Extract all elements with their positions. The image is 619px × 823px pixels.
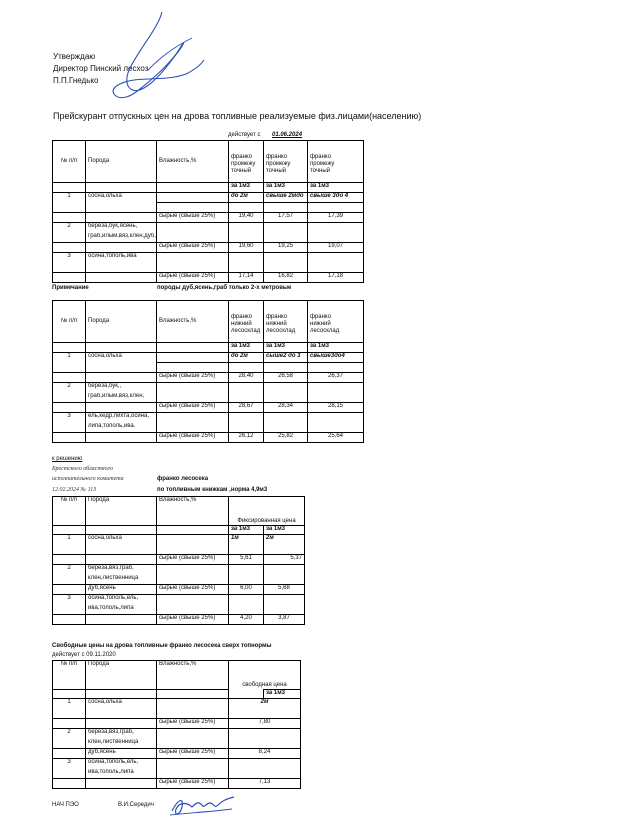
price-cell: 5,61: [229, 555, 264, 565]
footer-name: В.И.Середич: [118, 802, 154, 808]
length-2: свыше 2мдо: [264, 193, 308, 203]
row-num: 2: [53, 565, 86, 575]
row-humidity: сырые (свыше 25%): [157, 779, 229, 789]
header-humidity: Влажность,%: [157, 661, 229, 690]
row-humidity: сырые (свыше 25%): [157, 213, 229, 223]
unit-col-3: за 1м3: [308, 343, 364, 353]
decision-line-2: исполнительного комитета: [52, 476, 124, 482]
row-breed: береза,бук,,: [86, 383, 157, 393]
row-humidity: сырые (свыше 25%): [157, 555, 229, 565]
free-prices-effective: действует с 09.11.2020: [52, 652, 116, 658]
header-num: № п/п: [53, 497, 86, 526]
header-col-1: франко нижний лесосклад: [229, 301, 264, 343]
approval-line-1: Утверждаю: [53, 52, 96, 61]
price-cell: 19,07: [308, 243, 364, 253]
unit-col-1: за 1м3: [229, 343, 264, 353]
economist-signature: [168, 793, 238, 819]
row-breed: сосна,ольха: [86, 193, 157, 203]
row-breed: ель,кедр,пихта,осина,: [86, 413, 157, 423]
row-breed: береза,вяз,граб,: [86, 729, 157, 739]
row-breed-cont: граб,илым,вяз,клен,: [86, 393, 157, 403]
director-signature: [100, 8, 210, 108]
decision-title-1: франко лесосека: [157, 476, 209, 482]
length-1: до 2м: [229, 193, 264, 203]
row-num: 1: [53, 193, 86, 203]
row-humidity: сырые (свыше 25%): [157, 403, 229, 413]
approval-line-2: Директор Пинский лесхоз: [53, 64, 149, 73]
row-num: 2: [53, 223, 86, 233]
row-breed-cont: клен,лиственница: [86, 739, 157, 749]
row-breed: береза,вяз,граб,: [86, 565, 157, 575]
row-breed: сосна,ольха: [86, 535, 157, 545]
row-humidity: сырые (свыше 25%): [157, 615, 229, 625]
row-num: 2: [53, 383, 86, 393]
row-breed: береза,бук,ясень,: [86, 223, 157, 233]
header-col-2: франко промежу точный: [264, 141, 308, 183]
unit-col-2: за 1м3: [264, 183, 308, 193]
row-breed-cont: ива,тополь,липа: [86, 605, 157, 615]
row-humidity: сырые (свыше 25%): [157, 433, 229, 443]
row-breed-cont: дуб,ясень: [86, 585, 157, 595]
price-cell: 4,20: [229, 615, 264, 625]
price-table-intermediate: [52, 140, 364, 283]
row-humidity: сырые (свыше 25%): [157, 719, 229, 729]
row-num: 1: [53, 699, 86, 709]
price-table-lower-warehouse: [52, 300, 364, 443]
row-num: 3: [53, 759, 86, 769]
header-fixed-price: Фиксированная цена: [229, 497, 305, 526]
header-col-1: франко промежу точный: [229, 141, 264, 183]
price-cell: 17,39: [308, 213, 364, 223]
row-breed-cont: клен,лиственница: [86, 575, 157, 585]
row-num: 1: [53, 353, 86, 363]
decision-line-3: 12.02.2024 № 113: [52, 487, 97, 493]
free-prices-title: Свободные цены на дрова топливные франко лесосека сверх топнормы: [52, 643, 272, 649]
row-humidity: сырые (свыше 25%): [157, 273, 229, 283]
approval-line-3: П.П.Гнедько: [53, 76, 99, 85]
price-cell: 5,68: [264, 585, 305, 595]
price-cell: 19,25: [264, 243, 308, 253]
row-num: 3: [53, 413, 86, 423]
length-3: свыше 3до 4: [308, 193, 364, 203]
price-cell: 7,80: [229, 719, 301, 729]
row-breed: сосна,ольха: [86, 699, 157, 709]
header-num: № п/п: [53, 661, 86, 690]
price-cell: 26,58: [264, 373, 308, 383]
price-cell: 19,40: [229, 213, 264, 223]
price-cell: 26,12: [229, 433, 264, 443]
row-breed-cont: липа,тополь,ива.: [86, 423, 157, 433]
row-humidity: сырые (свыше 25%): [157, 373, 229, 383]
note-label: Примечание: [52, 285, 89, 291]
header-breed: Порода: [86, 661, 157, 690]
row-humidity: сырые (свыше 25%): [157, 749, 229, 759]
footer-position: НАЧ ПЭО: [52, 802, 79, 808]
effective-label: действует с: [228, 132, 261, 138]
main-title: Прейскурант отпускных цен на дрова топливные реализуемые физ.лицами(населению): [53, 111, 422, 121]
decision-line-1: Брестского областного: [52, 466, 113, 472]
price-cell: 19,60: [229, 243, 264, 253]
header-free-price: свободная цена: [229, 661, 301, 690]
header-humidity: Влажность,%: [157, 497, 229, 526]
unit-col-2: за 1м3: [264, 526, 305, 535]
price-cell: 28,40: [229, 373, 264, 383]
length-1: 1м: [229, 535, 264, 545]
price-cell: 17,14: [229, 273, 264, 283]
row-breed-cont: дуб,ясень: [86, 749, 157, 759]
price-cell: 3,87: [264, 615, 305, 625]
header-breed: Порода: [86, 301, 157, 343]
row-breed: сосна,ольха: [86, 353, 157, 363]
header-col-3: франко нижний лесосклад: [308, 301, 364, 343]
unit-col-2: за 1м3: [264, 343, 308, 353]
unit-col-3: за 1м3: [308, 183, 364, 193]
row-breed: осина,тополь,ива: [86, 253, 157, 263]
length: 2м: [229, 699, 301, 709]
price-cell: 6,00: [229, 585, 264, 595]
unit-col-1: за 1м3: [229, 183, 264, 193]
unit-col-1: за 1м3: [229, 526, 264, 535]
price-cell: 5,37: [264, 555, 305, 565]
header-breed: Порода: [86, 141, 157, 183]
unit-col: за 1м3: [264, 690, 301, 699]
price-cell: 28,34: [264, 403, 308, 413]
price-cell: 17,18: [308, 273, 364, 283]
header-breed: Порода: [86, 497, 157, 526]
price-cell: 7,13: [229, 779, 301, 789]
row-breed: осина,тополь,ель,: [86, 759, 157, 769]
header-num: № п/п: [53, 141, 86, 183]
row-num: 1: [53, 535, 86, 545]
fixed-price-table: [52, 496, 305, 625]
price-cell: 25,82: [264, 433, 308, 443]
header-humidity: Влажность,%: [157, 301, 229, 343]
header-col-3: франко промежу точный: [308, 141, 364, 183]
length-1: до 2м: [229, 353, 264, 363]
header-col-2: франко нижний лесосклад: [264, 301, 308, 343]
price-cell: 28,15: [308, 403, 364, 413]
price-cell: 28,67: [229, 403, 264, 413]
row-breed-cont: ива,тополь,липа: [86, 769, 157, 779]
length-2: сыше2 до 3: [264, 353, 308, 363]
header-humidity: Влажность,%: [157, 141, 229, 183]
price-cell: 26,37: [308, 373, 364, 383]
price-cell: 25,64: [308, 433, 364, 443]
row-num: 2: [53, 729, 86, 739]
effective-date: 01.06.2024: [272, 132, 303, 138]
header-num: № п/п: [53, 301, 86, 343]
decision-title-2: по топливным книжкам ,норма 4,9м3: [157, 487, 268, 493]
row-breed: осина,тополь,ель,: [86, 595, 157, 605]
length-3: свыше3до4: [308, 353, 364, 363]
price-cell: 8,24: [229, 749, 301, 759]
note-text: породы дуб,ясень,граб только 2-х метровые: [157, 285, 292, 291]
row-breed-cont: граб,илым,вяз,клен,дуб,: [86, 233, 157, 243]
row-humidity: сырые (свыше 25%): [157, 243, 229, 253]
row-num: 3: [53, 595, 86, 605]
decision-label: к решению: [52, 456, 83, 462]
free-price-table: [52, 660, 301, 789]
price-cell: 16,82: [264, 273, 308, 283]
price-cell: 17,57: [264, 213, 308, 223]
row-humidity: сырые (свыше 25%): [157, 585, 229, 595]
length-2: 2м: [264, 535, 305, 545]
row-num: 3: [53, 253, 86, 263]
